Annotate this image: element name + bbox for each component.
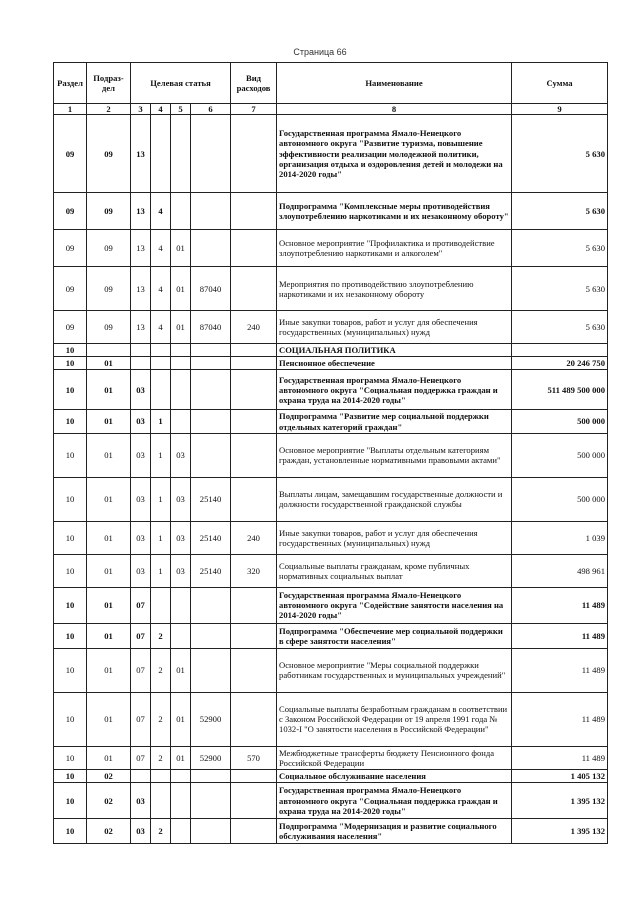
razdel-cell: 10 bbox=[54, 746, 87, 769]
celevaya-3-cell: 01 bbox=[171, 230, 191, 267]
table-row bbox=[54, 819, 608, 844]
table-row bbox=[54, 230, 608, 267]
celevaya-2-cell: 1 bbox=[151, 554, 171, 587]
name-cell: Подпрограмма "Обеспечение мер социальной поддержки в сфере занятости населения" bbox=[277, 623, 512, 648]
podrazdel-cell: 01 bbox=[87, 370, 131, 410]
vid-cell bbox=[231, 769, 277, 782]
name-cell: Выплаты лицам, замещавшим государственные должности и должности государственной гражданской службы bbox=[277, 477, 512, 521]
name-cell: Государственная программа Ямало-Ненецкого автономного округа "Социальная поддержка граждан и охрана труда на 2014-2020 годы" bbox=[277, 783, 512, 819]
vid-cell bbox=[231, 587, 277, 623]
column-number-9: 9 bbox=[512, 104, 608, 115]
celevaya-4-cell bbox=[191, 769, 231, 782]
page-label: Страница 66 bbox=[293, 47, 347, 57]
podrazdel-cell: 01 bbox=[87, 433, 131, 477]
celevaya-4-cell: 87040 bbox=[191, 311, 231, 344]
celevaya-2-cell bbox=[151, 115, 171, 193]
sum-cell: 511 489 500 000 bbox=[512, 370, 608, 410]
podrazdel-cell: 09 bbox=[87, 115, 131, 193]
celevaya-3-cell: 01 bbox=[171, 648, 191, 692]
celevaya-2-cell: 4 bbox=[151, 230, 171, 267]
vid-cell bbox=[231, 267, 277, 311]
table-row bbox=[54, 692, 608, 746]
sum-cell: 500 000 bbox=[512, 433, 608, 477]
celevaya-2-cell: 1 bbox=[151, 477, 171, 521]
column-number-4: 4 bbox=[151, 104, 171, 115]
razdel-cell: 09 bbox=[54, 230, 87, 267]
celevaya-3-cell bbox=[171, 193, 191, 230]
name-cell: Основное мероприятие "Выплаты отдельным категориям граждан, установленные нормативными правовыми актами" bbox=[277, 433, 512, 477]
celevaya-4-cell bbox=[191, 783, 231, 819]
sum-cell: 500 000 bbox=[512, 477, 608, 521]
podrazdel-cell: 01 bbox=[87, 521, 131, 554]
razdel-cell: 09 bbox=[54, 267, 87, 311]
celevaya-2-cell: 2 bbox=[151, 746, 171, 769]
name-cell: Подпрограмма "Развитие мер социальной поддержки отдельных категорий граждан" bbox=[277, 410, 512, 433]
celevaya-4-cell: 25140 bbox=[191, 554, 231, 587]
celevaya-1-cell: 03 bbox=[131, 521, 151, 554]
table-row bbox=[54, 783, 608, 819]
celevaya-2-cell: 1 bbox=[151, 433, 171, 477]
celevaya-4-cell bbox=[191, 410, 231, 433]
podrazdel-cell: 02 bbox=[87, 783, 131, 819]
celevaya-4-cell: 52900 bbox=[191, 692, 231, 746]
sum-cell: 5 630 bbox=[512, 193, 608, 230]
celevaya-2-cell bbox=[151, 783, 171, 819]
razdel-cell: 10 bbox=[54, 521, 87, 554]
celevaya-3-cell: 01 bbox=[171, 692, 191, 746]
podrazdel-cell: 01 bbox=[87, 587, 131, 623]
celevaya-1-cell: 07 bbox=[131, 587, 151, 623]
vid-cell: 320 bbox=[231, 554, 277, 587]
celevaya-1-cell: 07 bbox=[131, 746, 151, 769]
celevaya-1-cell: 03 bbox=[131, 819, 151, 844]
sum-cell: 1 395 132 bbox=[512, 783, 608, 819]
celevaya-2-cell bbox=[151, 587, 171, 623]
name-cell: Пенсионное обеспечение bbox=[277, 357, 512, 370]
razdel-cell: 10 bbox=[54, 692, 87, 746]
sum-cell: 1 395 132 bbox=[512, 819, 608, 844]
name-cell: Социальное обслуживание населения bbox=[277, 769, 512, 782]
celevaya-2-cell: 2 bbox=[151, 692, 171, 746]
celevaya-4-cell bbox=[191, 344, 231, 357]
celevaya-2-cell: 4 bbox=[151, 311, 171, 344]
celevaya-2-cell: 2 bbox=[151, 648, 171, 692]
vid-cell bbox=[231, 115, 277, 193]
celevaya-2-cell: 2 bbox=[151, 623, 171, 648]
budget-table bbox=[53, 62, 608, 844]
header-celevaya: Целевая статья bbox=[131, 63, 231, 104]
sum-cell: 5 630 bbox=[512, 311, 608, 344]
table-row bbox=[54, 433, 608, 477]
table-row bbox=[54, 311, 608, 344]
podrazdel-cell: 01 bbox=[87, 410, 131, 433]
header-podrazdel: Подраз-дел bbox=[87, 63, 131, 104]
vid-cell bbox=[231, 193, 277, 230]
sum-cell: 11 489 bbox=[512, 692, 608, 746]
name-cell: Мероприятия по противодействию злоупотреблению наркотиками и их незаконному обороту bbox=[277, 267, 512, 311]
celevaya-4-cell bbox=[191, 587, 231, 623]
vid-cell bbox=[231, 692, 277, 746]
table-row bbox=[54, 746, 608, 769]
celevaya-1-cell: 03 bbox=[131, 433, 151, 477]
column-number-5: 5 bbox=[171, 104, 191, 115]
sum-cell bbox=[512, 344, 608, 357]
celevaya-3-cell bbox=[171, 410, 191, 433]
column-number-6: 6 bbox=[191, 104, 231, 115]
table-row bbox=[54, 370, 608, 410]
name-cell: Государственная программа Ямало-Ненецкого автономного округа "Содействие занятости населения на 2014-2020 годы" bbox=[277, 587, 512, 623]
vid-cell bbox=[231, 623, 277, 648]
razdel-cell: 10 bbox=[54, 587, 87, 623]
table-row bbox=[54, 648, 608, 692]
vid-cell bbox=[231, 344, 277, 357]
podrazdel-cell: 09 bbox=[87, 267, 131, 311]
header-sum: Сумма bbox=[512, 63, 608, 104]
celevaya-3-cell: 01 bbox=[171, 267, 191, 311]
vid-cell: 570 bbox=[231, 746, 277, 769]
celevaya-3-cell bbox=[171, 344, 191, 357]
celevaya-3-cell: 01 bbox=[171, 746, 191, 769]
vid-cell: 240 bbox=[231, 521, 277, 554]
celevaya-2-cell: 1 bbox=[151, 521, 171, 554]
podrazdel-cell: 01 bbox=[87, 692, 131, 746]
razdel-cell: 10 bbox=[54, 819, 87, 844]
table-row bbox=[54, 477, 608, 521]
celevaya-2-cell: 1 bbox=[151, 410, 171, 433]
razdel-cell: 10 bbox=[54, 477, 87, 521]
header-vid: Вид расходов bbox=[231, 63, 277, 104]
sum-cell: 1 039 bbox=[512, 521, 608, 554]
vid-cell bbox=[231, 433, 277, 477]
razdel-cell: 10 bbox=[54, 410, 87, 433]
celevaya-4-cell bbox=[191, 115, 231, 193]
podrazdel-cell: 01 bbox=[87, 357, 131, 370]
celevaya-4-cell bbox=[191, 648, 231, 692]
celevaya-3-cell bbox=[171, 783, 191, 819]
podrazdel-cell: 01 bbox=[87, 623, 131, 648]
razdel-cell: 10 bbox=[54, 783, 87, 819]
vid-cell bbox=[231, 819, 277, 844]
name-cell: Иные закупки товаров, работ и услуг для обеспечения государственных (муниципальных) нужд bbox=[277, 311, 512, 344]
celevaya-1-cell bbox=[131, 344, 151, 357]
table-row bbox=[54, 410, 608, 433]
table-body bbox=[54, 115, 608, 844]
sum-cell: 1 405 132 bbox=[512, 769, 608, 782]
celevaya-4-cell bbox=[191, 370, 231, 410]
razdel-cell: 10 bbox=[54, 344, 87, 357]
celevaya-2-cell: 4 bbox=[151, 193, 171, 230]
celevaya-1-cell: 13 bbox=[131, 311, 151, 344]
vid-cell bbox=[231, 410, 277, 433]
vid-cell bbox=[231, 783, 277, 819]
celevaya-3-cell: 03 bbox=[171, 433, 191, 477]
podrazdel-cell: 01 bbox=[87, 648, 131, 692]
podrazdel-cell: 01 bbox=[87, 554, 131, 587]
sum-cell: 5 630 bbox=[512, 267, 608, 311]
sum-cell: 11 489 bbox=[512, 746, 608, 769]
podrazdel-cell: 02 bbox=[87, 819, 131, 844]
table-row bbox=[54, 554, 608, 587]
table-row bbox=[54, 193, 608, 230]
podrazdel-cell: 09 bbox=[87, 311, 131, 344]
podrazdel-cell: 09 bbox=[87, 193, 131, 230]
celevaya-4-cell: 25140 bbox=[191, 521, 231, 554]
name-cell: Основное мероприятие "Профилактика и противодействие злоупотреблению наркотиками и алкоголем" bbox=[277, 230, 512, 267]
celevaya-4-cell bbox=[191, 819, 231, 844]
sum-cell: 5 630 bbox=[512, 115, 608, 193]
razdel-cell: 10 bbox=[54, 648, 87, 692]
celevaya-1-cell bbox=[131, 769, 151, 782]
celevaya-2-cell bbox=[151, 769, 171, 782]
sum-cell: 500 000 bbox=[512, 410, 608, 433]
celevaya-1-cell: 03 bbox=[131, 410, 151, 433]
name-cell: Межбюджетные трансферты бюджету Пенсионного фонда Российской Федерации bbox=[277, 746, 512, 769]
celevaya-1-cell bbox=[131, 357, 151, 370]
celevaya-3-cell bbox=[171, 587, 191, 623]
celevaya-2-cell bbox=[151, 357, 171, 370]
name-cell: Основное мероприятие "Меры социальной поддержки работникам государственных и муниципальных учреждений" bbox=[277, 648, 512, 692]
table-row bbox=[54, 587, 608, 623]
celevaya-1-cell: 13 bbox=[131, 193, 151, 230]
celevaya-4-cell bbox=[191, 623, 231, 648]
name-cell: Государственная программа Ямало-Ненецкого автономного округа "Развитие туризма, повышение эффективности реализации молодежной политики, организация отдыха и оздоровления детей и молодежи на 2014-2020 годы" bbox=[277, 115, 512, 193]
razdel-cell: 10 bbox=[54, 623, 87, 648]
celevaya-4-cell bbox=[191, 230, 231, 267]
razdel-cell: 10 bbox=[54, 433, 87, 477]
podrazdel-cell: 01 bbox=[87, 746, 131, 769]
name-cell: Социальные выплаты безработным гражданам в соответствии с Законом Российской Федерации от 19 апреля 1991 года № 1032-I "О занятости населения в Российской Федерации" bbox=[277, 692, 512, 746]
celevaya-1-cell: 07 bbox=[131, 623, 151, 648]
name-cell: Подпрограмма "Модернизация и развитие социального обслуживания населения" bbox=[277, 819, 512, 844]
vid-cell bbox=[231, 370, 277, 410]
sum-cell: 498 961 bbox=[512, 554, 608, 587]
celevaya-3-cell: 03 bbox=[171, 554, 191, 587]
table-row bbox=[54, 623, 608, 648]
name-cell: Иные закупки товаров, работ и услуг для обеспечения государственных (муниципальных) нужд bbox=[277, 521, 512, 554]
column-number-1: 1 bbox=[54, 104, 87, 115]
razdel-cell: 09 bbox=[54, 311, 87, 344]
celevaya-3-cell bbox=[171, 370, 191, 410]
sum-cell: 20 246 750 bbox=[512, 357, 608, 370]
celevaya-1-cell: 13 bbox=[131, 230, 151, 267]
podrazdel-cell bbox=[87, 344, 131, 357]
column-number-row bbox=[54, 104, 608, 115]
celevaya-1-cell: 07 bbox=[131, 692, 151, 746]
celevaya-3-cell bbox=[171, 769, 191, 782]
table-row bbox=[54, 115, 608, 193]
vid-cell bbox=[231, 230, 277, 267]
celevaya-2-cell bbox=[151, 370, 171, 410]
header-row bbox=[54, 63, 608, 104]
column-number-7: 7 bbox=[231, 104, 277, 115]
celevaya-3-cell: 01 bbox=[171, 311, 191, 344]
celevaya-2-cell: 2 bbox=[151, 819, 171, 844]
column-number-3: 3 bbox=[131, 104, 151, 115]
razdel-cell: 10 bbox=[54, 357, 87, 370]
name-cell: СОЦИАЛЬНАЯ ПОЛИТИКА bbox=[277, 344, 512, 357]
table-row bbox=[54, 521, 608, 554]
celevaya-4-cell bbox=[191, 193, 231, 230]
podrazdel-cell: 01 bbox=[87, 477, 131, 521]
celevaya-1-cell: 07 bbox=[131, 648, 151, 692]
vid-cell: 240 bbox=[231, 311, 277, 344]
vid-cell bbox=[231, 357, 277, 370]
celevaya-4-cell: 87040 bbox=[191, 267, 231, 311]
table-row bbox=[54, 267, 608, 311]
celevaya-4-cell bbox=[191, 357, 231, 370]
podrazdel-cell: 02 bbox=[87, 769, 131, 782]
celevaya-1-cell: 03 bbox=[131, 477, 151, 521]
celevaya-3-cell bbox=[171, 623, 191, 648]
celevaya-1-cell: 03 bbox=[131, 554, 151, 587]
celevaya-3-cell: 03 bbox=[171, 477, 191, 521]
header-name: Наименование bbox=[277, 63, 512, 104]
sum-cell: 11 489 bbox=[512, 587, 608, 623]
celevaya-2-cell: 4 bbox=[151, 267, 171, 311]
celevaya-1-cell: 03 bbox=[131, 370, 151, 410]
celevaya-1-cell: 13 bbox=[131, 267, 151, 311]
celevaya-3-cell bbox=[171, 357, 191, 370]
column-number-8: 8 bbox=[277, 104, 512, 115]
vid-cell bbox=[231, 648, 277, 692]
razdel-cell: 10 bbox=[54, 554, 87, 587]
razdel-cell: 10 bbox=[54, 769, 87, 782]
name-cell: Государственная программа Ямало-Ненецкого автономного округа "Социальная поддержка граждан и охрана труда на 2014-2020 годы" bbox=[277, 370, 512, 410]
celevaya-1-cell: 13 bbox=[131, 115, 151, 193]
table-row bbox=[54, 769, 608, 782]
celevaya-4-cell bbox=[191, 433, 231, 477]
celevaya-2-cell bbox=[151, 344, 171, 357]
vid-cell bbox=[231, 477, 277, 521]
razdel-cell: 09 bbox=[54, 115, 87, 193]
celevaya-3-cell bbox=[171, 115, 191, 193]
celevaya-3-cell bbox=[171, 819, 191, 844]
name-cell: Подпрограмма "Комплексные меры противодействия злоупотреблению наркотиками и их незаконному обороту" bbox=[277, 193, 512, 230]
column-number-2: 2 bbox=[87, 104, 131, 115]
name-cell: Социальные выплаты гражданам, кроме публичных нормативных социальных выплат bbox=[277, 554, 512, 587]
table-row bbox=[54, 357, 608, 370]
sum-cell: 5 630 bbox=[512, 230, 608, 267]
header-razdel: Раздел bbox=[54, 63, 87, 104]
razdel-cell: 10 bbox=[54, 370, 87, 410]
celevaya-4-cell: 25140 bbox=[191, 477, 231, 521]
celevaya-1-cell: 03 bbox=[131, 783, 151, 819]
sum-cell: 11 489 bbox=[512, 648, 608, 692]
celevaya-4-cell: 52900 bbox=[191, 746, 231, 769]
podrazdel-cell: 09 bbox=[87, 230, 131, 267]
sum-cell: 11 489 bbox=[512, 623, 608, 648]
table-row bbox=[54, 344, 608, 357]
razdel-cell: 09 bbox=[54, 193, 87, 230]
celevaya-3-cell: 03 bbox=[171, 521, 191, 554]
